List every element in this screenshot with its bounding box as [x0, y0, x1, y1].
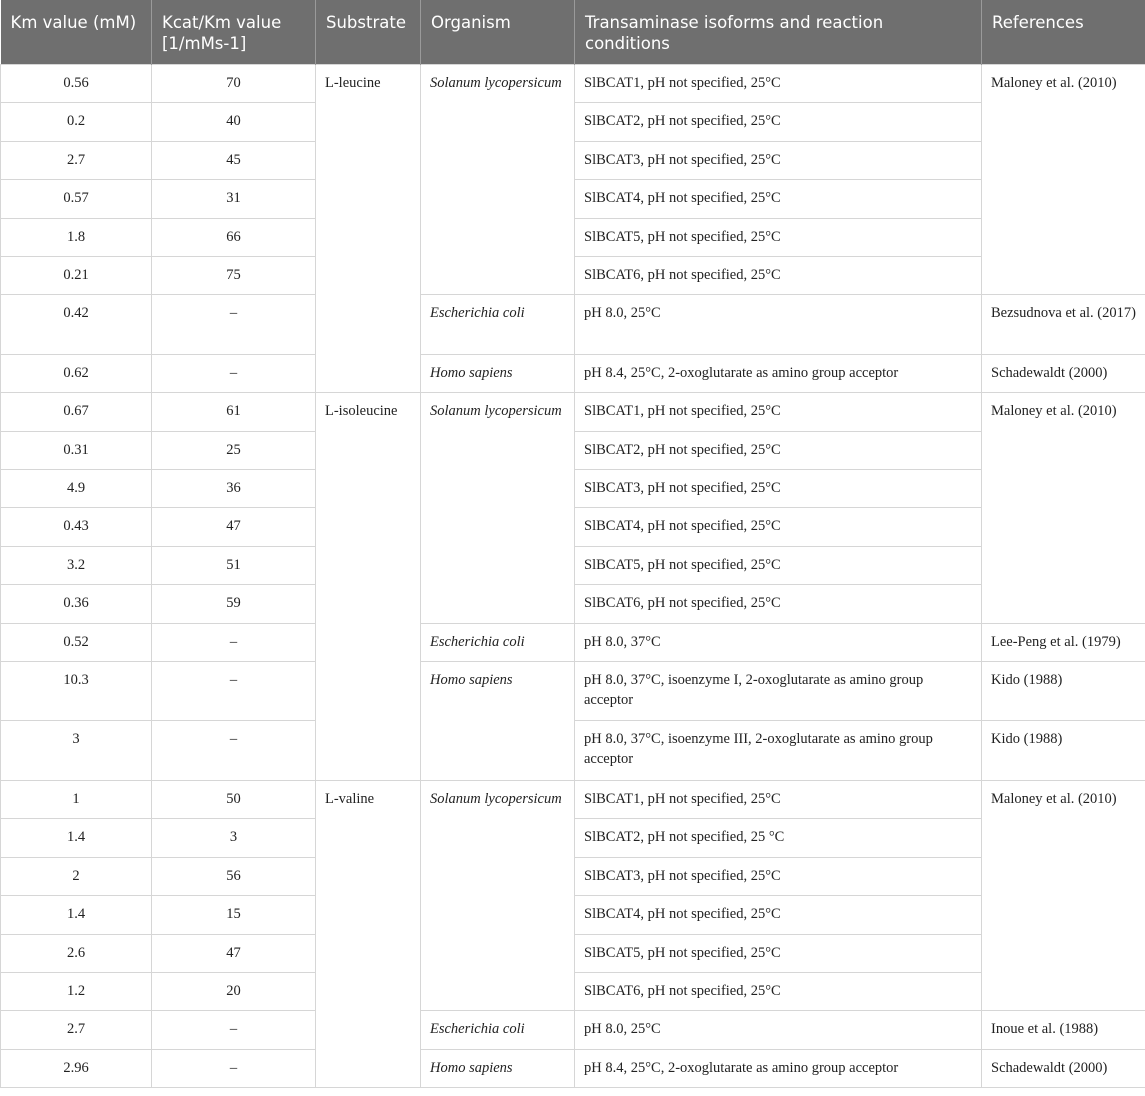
header-row — [1, 0, 1145, 65]
km-cell: 4.9 — [1, 470, 152, 508]
conditions-cell: SlBCAT2, pH not specified, 25°C — [575, 431, 982, 469]
table-row — [1, 65, 1145, 103]
organism-cell: Homo sapiens — [421, 1049, 575, 1087]
conditions-cell: SlBCAT3, pH not specified, 25°C — [575, 470, 982, 508]
reference-cell: Kido (1988) — [982, 721, 1145, 781]
km-cell: 1.8 — [1, 218, 152, 256]
km-cell: 3.2 — [1, 546, 152, 584]
organism-cell: Solanum lycopersicum — [421, 780, 575, 1010]
kcat-km-cell: 20 — [152, 972, 316, 1010]
kcat-km-cell: 51 — [152, 546, 316, 584]
conditions-cell: pH 8.4, 25°C, 2-oxoglutarate as amino group acceptor — [575, 354, 982, 392]
km-cell: 2.6 — [1, 934, 152, 972]
km-cell: 0.43 — [1, 508, 152, 546]
header-kcat-km: Kcat/Km value [1/mMs-1] — [152, 0, 316, 65]
kcat-km-cell: 36 — [152, 470, 316, 508]
conditions-cell: SlBCAT6, pH not specified, 25°C — [575, 585, 982, 623]
organism-cell: Escherichia coli — [421, 1011, 575, 1049]
conditions-cell: SlBCAT4, pH not specified, 25°C — [575, 508, 982, 546]
kcat-km-cell: 75 — [152, 256, 316, 294]
kcat-km-cell: – — [152, 295, 316, 355]
kcat-km-cell: 31 — [152, 180, 316, 218]
reference-cell: Maloney et al. (2010) — [982, 780, 1145, 1010]
km-cell: 0.31 — [1, 431, 152, 469]
header-isoforms: Transaminase isoforms and reaction conditions — [575, 0, 982, 65]
km-cell: 3 — [1, 721, 152, 781]
kcat-km-cell: 15 — [152, 896, 316, 934]
km-cell: 1.4 — [1, 896, 152, 934]
conditions-cell: pH 8.0, 37°C, isoenzyme I, 2-oxoglutarate as amino group acceptor — [575, 661, 982, 721]
kcat-km-cell: 66 — [152, 218, 316, 256]
header-substrate: Substrate — [316, 0, 421, 65]
conditions-cell: SlBCAT2, pH not specified, 25°C — [575, 103, 982, 141]
conditions-cell: SlBCAT4, pH not specified, 25°C — [575, 896, 982, 934]
km-cell: 10.3 — [1, 661, 152, 721]
conditions-cell: SlBCAT5, pH not specified, 25°C — [575, 934, 982, 972]
kcat-km-cell: 47 — [152, 934, 316, 972]
conditions-cell: pH 8.0, 25°C — [575, 295, 982, 355]
organism-cell: Escherichia coli — [421, 295, 575, 355]
kcat-km-cell: – — [152, 1049, 316, 1087]
reference-cell: Lee-Peng et al. (1979) — [982, 623, 1145, 661]
organism-cell: Solanum lycopersicum — [421, 65, 575, 295]
kcat-km-cell: 56 — [152, 857, 316, 895]
kcat-km-cell: 45 — [152, 141, 316, 179]
conditions-cell: pH 8.0, 37°C, isoenzyme III, 2-oxoglutarate as amino group acceptor — [575, 721, 982, 781]
conditions-cell: SlBCAT5, pH not specified, 25°C — [575, 218, 982, 256]
reference-cell: Maloney et al. (2010) — [982, 393, 1145, 623]
kcat-km-cell: 70 — [152, 65, 316, 103]
kcat-km-cell: – — [152, 661, 316, 721]
substrate-cell: L-leucine — [316, 65, 421, 393]
kcat-km-cell: 3 — [152, 819, 316, 857]
conditions-cell: SlBCAT1, pH not specified, 25°C — [575, 393, 982, 431]
km-cell: 0.56 — [1, 65, 152, 103]
kcat-km-cell: 61 — [152, 393, 316, 431]
table-row — [1, 354, 1145, 392]
reference-cell: Schadewaldt (2000) — [982, 1049, 1145, 1087]
km-cell: 2.96 — [1, 1049, 152, 1087]
conditions-cell: SlBCAT3, pH not specified, 25°C — [575, 141, 982, 179]
kcat-km-cell: – — [152, 354, 316, 392]
table-row — [1, 661, 1145, 721]
km-cell: 2.7 — [1, 141, 152, 179]
kcat-km-cell: 25 — [152, 431, 316, 469]
conditions-cell: SlBCAT2, pH not specified, 25 °C — [575, 819, 982, 857]
reference-cell: Kido (1988) — [982, 661, 1145, 721]
kcat-km-cell: 47 — [152, 508, 316, 546]
header-km: Km value (mM) — [1, 0, 152, 65]
kcat-km-cell: 59 — [152, 585, 316, 623]
km-cell: 0.21 — [1, 256, 152, 294]
km-cell: 0.57 — [1, 180, 152, 218]
km-cell: 2 — [1, 857, 152, 895]
reference-cell: Maloney et al. (2010) — [982, 65, 1145, 295]
conditions-cell: SlBCAT1, pH not specified, 25°C — [575, 65, 982, 103]
km-cell: 0.42 — [1, 295, 152, 355]
header-references: References — [982, 0, 1145, 65]
conditions-cell: SlBCAT4, pH not specified, 25°C — [575, 180, 982, 218]
kcat-km-cell: – — [152, 623, 316, 661]
kcat-km-cell: 50 — [152, 780, 316, 818]
km-cell: 1.2 — [1, 972, 152, 1010]
table-row — [1, 1049, 1145, 1087]
organism-cell: Homo sapiens — [421, 354, 575, 392]
km-cell: 0.67 — [1, 393, 152, 431]
table-row — [1, 393, 1145, 431]
km-cell: 0.62 — [1, 354, 152, 392]
conditions-cell: pH 8.0, 37°C — [575, 623, 982, 661]
km-cell: 0.52 — [1, 623, 152, 661]
reference-cell: Schadewaldt (2000) — [982, 354, 1145, 392]
table-row — [1, 295, 1145, 355]
table-row — [1, 1011, 1145, 1049]
substrate-cell: L-isoleucine — [316, 393, 421, 781]
km-cell: 2.7 — [1, 1011, 152, 1049]
substrate-cell: L-valine — [316, 780, 421, 1087]
conditions-cell: SlBCAT6, pH not specified, 25°C — [575, 256, 982, 294]
conditions-cell: pH 8.0, 25°C — [575, 1011, 982, 1049]
km-cell: 1 — [1, 780, 152, 818]
conditions-cell: pH 8.4, 25°C, 2-oxoglutarate as amino group acceptor — [575, 1049, 982, 1087]
kcat-km-cell: – — [152, 1011, 316, 1049]
conditions-cell: SlBCAT3, pH not specified, 25°C — [575, 857, 982, 895]
conditions-cell: SlBCAT6, pH not specified, 25°C — [575, 972, 982, 1010]
km-cell: 0.2 — [1, 103, 152, 141]
organism-cell: Solanum lycopersicum — [421, 393, 575, 623]
header-organism: Organism — [421, 0, 575, 65]
organism-cell: Homo sapiens — [421, 661, 575, 780]
organism-cell: Escherichia coli — [421, 623, 575, 661]
km-cell: 0.36 — [1, 585, 152, 623]
conditions-cell: SlBCAT5, pH not specified, 25°C — [575, 546, 982, 584]
reference-cell: Bezsudnova et al. (2017) — [982, 295, 1145, 355]
kcat-km-cell: 40 — [152, 103, 316, 141]
table-row — [1, 780, 1145, 818]
kcat-km-cell: – — [152, 721, 316, 781]
conditions-cell: SlBCAT1, pH not specified, 25°C — [575, 780, 982, 818]
table-row — [1, 623, 1145, 661]
reference-cell: Inoue et al. (1988) — [982, 1011, 1145, 1049]
km-cell: 1.4 — [1, 819, 152, 857]
